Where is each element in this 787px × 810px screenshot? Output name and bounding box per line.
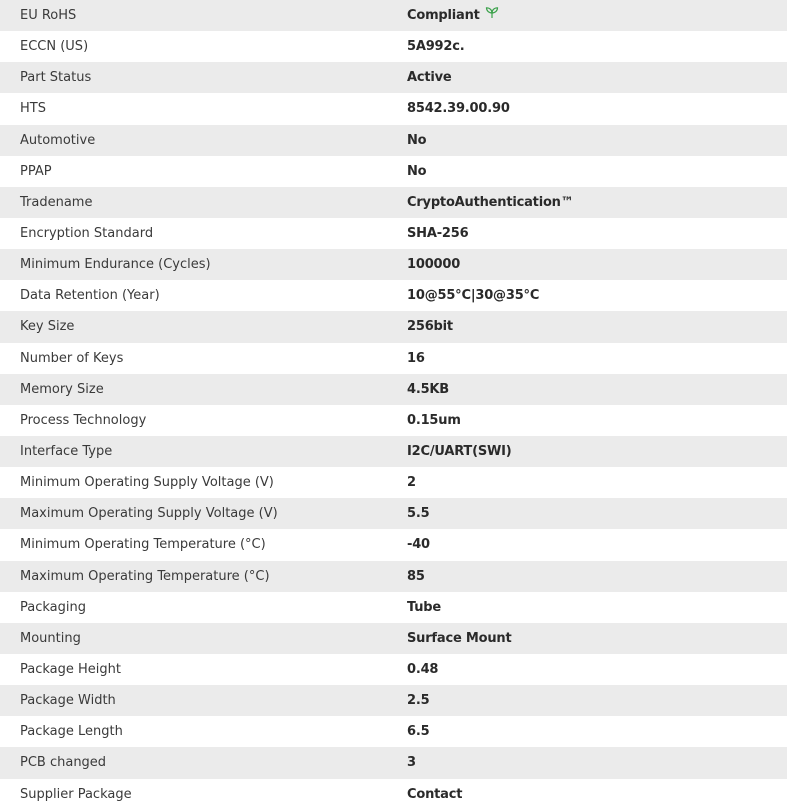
spec-row-package-height — [0, 654, 787, 685]
spec-label: ECCN (US) — [20, 39, 89, 55]
spec-value: Surface Mount — [407, 630, 512, 646]
spec-label: Part Status — [20, 70, 92, 86]
spec-value: 8542.39.00.90 — [407, 101, 510, 117]
spec-label: Minimum Endurance (Cycles) — [20, 257, 211, 273]
spec-row-interface-type — [0, 436, 787, 467]
spec-value: Contact — [407, 786, 463, 802]
spec-row-max-operating-temp — [0, 561, 787, 592]
spec-label: Package Length — [20, 724, 123, 740]
spec-row-tradename — [0, 187, 787, 218]
spec-row-package-length — [0, 716, 787, 747]
spec-label: Encryption Standard — [20, 226, 154, 242]
spec-label: Memory Size — [20, 381, 104, 397]
spec-label: PPAP — [20, 163, 52, 179]
spec-label: Mounting — [20, 630, 81, 646]
spec-label: Interface Type — [20, 444, 113, 460]
spec-row-packaging — [0, 592, 787, 623]
spec-label: Key Size — [20, 319, 75, 335]
spec-label: HTS — [20, 101, 46, 117]
spec-value: -40 — [407, 537, 430, 553]
spec-value: No — [407, 132, 427, 148]
spec-row-automotive — [0, 125, 787, 156]
spec-label: Automotive — [20, 132, 96, 148]
spec-row-minimum-endurance — [0, 249, 787, 280]
spec-value: 256bit — [407, 319, 453, 335]
spec-row-encryption-standard — [0, 218, 787, 249]
spec-row-supplier-package — [0, 779, 787, 810]
spec-label: Tradename — [20, 194, 93, 210]
spec-label: Maximum Operating Temperature (°C) — [20, 568, 270, 584]
leaf-icon — [485, 6, 499, 23]
spec-row-process-technology — [0, 405, 787, 436]
spec-row-min-supply-voltage — [0, 467, 787, 498]
spec-row-number-of-keys — [0, 343, 787, 374]
spec-row-mounting — [0, 623, 787, 654]
spec-value: 16 — [407, 350, 425, 366]
spec-value: 4.5KB — [407, 381, 450, 397]
spec-row-max-supply-voltage — [0, 498, 787, 529]
spec-row-data-retention — [0, 280, 787, 311]
spec-label: Process Technology — [20, 412, 147, 428]
spec-label: Packaging — [20, 599, 86, 615]
spec-label: Maximum Operating Supply Voltage (V) — [20, 506, 278, 522]
spec-value: Active — [407, 70, 452, 86]
spec-label: Package Width — [20, 693, 116, 709]
spec-value: Compliant — [407, 8, 480, 24]
spec-row-memory-size — [0, 374, 787, 405]
spec-label: Data Retention (Year) — [20, 288, 160, 304]
spec-label: Supplier Package — [20, 786, 132, 802]
spec-label: PCB changed — [20, 755, 107, 771]
spec-value: 85 — [407, 568, 425, 584]
spec-label: Number of Keys — [20, 350, 124, 366]
spec-label: Minimum Operating Temperature (°C) — [20, 537, 266, 553]
spec-value: Tube — [407, 599, 442, 615]
spec-row-ppap — [0, 156, 787, 187]
spec-label: EU RoHS — [20, 8, 77, 24]
spec-value: 6.5 — [407, 724, 430, 740]
spec-row-hts — [0, 93, 787, 124]
spec-value: 2.5 — [407, 693, 430, 709]
spec-value: 0.15um — [407, 412, 461, 428]
spec-row-eccn — [0, 31, 787, 62]
spec-row-key-size — [0, 311, 787, 342]
spec-row-min-operating-temp — [0, 529, 787, 560]
spec-value: 3 — [407, 755, 416, 771]
spec-row-package-width — [0, 685, 787, 716]
spec-value: No — [407, 163, 427, 179]
spec-value: 10@55°C|30@35°C — [407, 288, 540, 304]
spec-label: Package Height — [20, 662, 121, 678]
spec-row-part-status — [0, 62, 787, 93]
spec-label: Minimum Operating Supply Voltage (V) — [20, 475, 274, 491]
spec-value: CryptoAuthentication™ — [407, 194, 574, 210]
spec-value: 100000 — [407, 257, 461, 273]
spec-row-pcb-changed — [0, 747, 787, 778]
spec-value-cell — [407, 0, 787, 31]
spec-value: I2C/UART(SWI) — [407, 444, 512, 460]
spec-value: 5A992c. — [407, 39, 465, 55]
spec-value: SHA-256 — [407, 226, 469, 242]
spec-row-eu-rohs — [0, 0, 787, 31]
spec-value: 5.5 — [407, 506, 430, 522]
spec-value: 2 — [407, 475, 416, 491]
spec-value: 0.48 — [407, 662, 439, 678]
